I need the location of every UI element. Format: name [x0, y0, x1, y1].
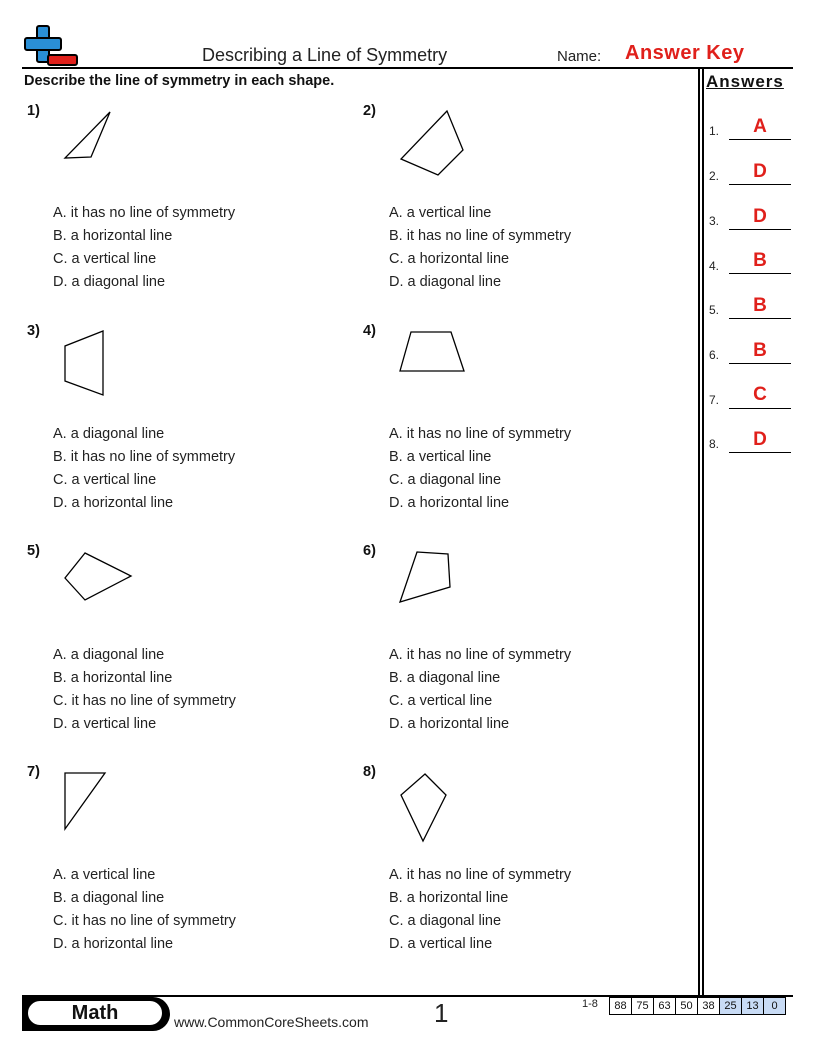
question-number: 4)	[363, 323, 376, 339]
plus-minus-icon	[22, 24, 80, 68]
question-number: 3)	[27, 323, 40, 339]
question-7-choices	[53, 864, 236, 956]
score-cell: 75	[632, 998, 654, 1014]
answer-line	[729, 184, 791, 185]
choice-a: A. a vertical line	[53, 867, 156, 883]
answer-letter: B	[753, 295, 767, 316]
choice-d: D. a diagonal line	[389, 274, 502, 290]
answer-number: 4.	[709, 259, 720, 273]
score-cell: 0	[764, 998, 785, 1014]
question-6-choices	[389, 644, 571, 736]
answer-key-label: Answer Key	[625, 42, 745, 64]
column-divider	[698, 67, 700, 997]
choice-d: D. a horizontal line	[53, 495, 174, 511]
choice-a: A. a diagonal line	[53, 647, 165, 663]
choice-d: D. a horizontal line	[389, 495, 510, 511]
choice-c: C. it has no line of symmetry	[53, 913, 236, 929]
choice-a: A. it has no line of symmetry	[53, 205, 236, 221]
answer-number: 2.	[709, 169, 720, 183]
answer-letter: A	[753, 116, 767, 137]
question-number: 5)	[27, 543, 40, 559]
choice-d: D. a vertical line	[53, 716, 157, 732]
answer-number: 5.	[709, 303, 720, 317]
answers-heading: Answers	[706, 72, 784, 91]
answer-number: 8.	[709, 437, 720, 451]
question-number: 2)	[363, 103, 376, 119]
answer-line	[729, 139, 791, 140]
question-3-choices	[53, 423, 235, 515]
question-1-choices	[53, 202, 235, 294]
choice-c: C. a horizontal line	[389, 251, 510, 267]
score-cell: 13	[742, 998, 764, 1014]
answer-letter: D	[753, 429, 767, 450]
choice-a: A. it has no line of symmetry	[389, 647, 572, 663]
question-4-choices	[389, 423, 571, 515]
column-divider	[702, 67, 704, 997]
answer-letter: B	[753, 250, 767, 271]
score-range-label: 1-8	[582, 998, 598, 1010]
answer-line	[729, 229, 791, 230]
choice-b: B. a horizontal line	[53, 228, 173, 244]
choice-c: C. a vertical line	[53, 472, 157, 488]
question-number: 6)	[363, 543, 376, 559]
answer-line	[729, 452, 791, 453]
choice-a: A. a diagonal line	[53, 426, 165, 442]
answer-letter: D	[753, 161, 767, 182]
answer-number: 7.	[709, 393, 720, 407]
choice-c: C. a vertical line	[53, 251, 157, 267]
answer-line	[729, 408, 791, 409]
instructions: Describe the line of symmetry in each shape.	[24, 73, 335, 89]
question-8-shape	[0, 0, 1, 1]
answer-letter: B	[753, 340, 767, 361]
choice-d: D. a vertical line	[389, 936, 493, 952]
choice-b: B. a diagonal line	[389, 670, 501, 686]
choice-b: B. a horizontal line	[389, 890, 509, 906]
choice-a: A. it has no line of symmetry	[389, 426, 572, 442]
answer-line	[729, 273, 791, 274]
choice-a: A. a vertical line	[389, 205, 492, 221]
score-table	[609, 997, 786, 1015]
choice-b: B. a horizontal line	[53, 670, 173, 686]
answer-line	[729, 318, 791, 319]
answer-number: 3.	[709, 214, 720, 228]
answer-letter: D	[753, 206, 767, 227]
choice-c: C. a diagonal line	[389, 472, 502, 488]
answer-letter: C	[753, 384, 767, 405]
score-cell: 63	[654, 998, 676, 1014]
answer-number: 1.	[709, 124, 720, 138]
score-cell: 38	[698, 998, 720, 1014]
question-5-choices	[53, 644, 236, 736]
website-label: www.CommonCoreSheets.com	[174, 1014, 369, 1030]
choice-b: B. it has no line of symmetry	[53, 449, 236, 465]
choice-b: B. a vertical line	[389, 449, 492, 465]
choice-c: C. it has no line of symmetry	[53, 693, 236, 709]
page-number: 1	[434, 998, 449, 1028]
name-label: Name:	[557, 48, 602, 65]
question-2-choices	[389, 202, 571, 294]
score-cell: 25	[720, 998, 742, 1014]
choice-d: D. a horizontal line	[389, 716, 510, 732]
score-cell: 50	[676, 998, 698, 1014]
choice-b: B. a diagonal line	[53, 890, 165, 906]
question-number: 1)	[27, 103, 40, 119]
subject-badge: Math	[25, 998, 165, 1028]
choice-c: C. a vertical line	[389, 693, 493, 709]
choice-d: D. a horizontal line	[53, 936, 174, 952]
question-8-choices	[389, 864, 571, 956]
question-number: 7)	[27, 764, 40, 780]
choice-c: C. a diagonal line	[389, 913, 502, 929]
header-divider	[22, 67, 793, 69]
page-title: Describing a Line of Symmetry	[202, 45, 448, 65]
choice-a: A. it has no line of symmetry	[389, 867, 572, 883]
choice-b: B. it has no line of symmetry	[389, 228, 572, 244]
score-cell: 88	[610, 998, 632, 1014]
question-number: 8)	[363, 764, 376, 780]
choice-d: D. a diagonal line	[53, 274, 166, 290]
answer-number: 6.	[709, 348, 720, 362]
answer-line	[729, 363, 791, 364]
